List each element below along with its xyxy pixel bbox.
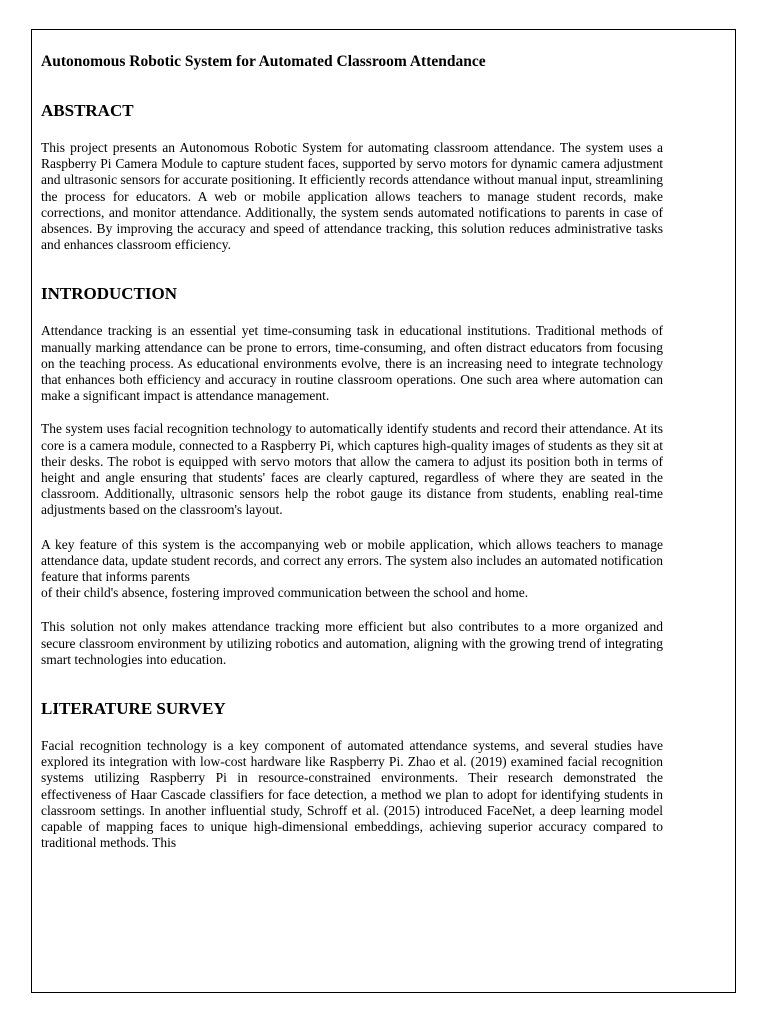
introduction-paragraph-3-continued: of their child's absence, fostering improved communication between the school and home. xyxy=(41,585,529,601)
abstract-paragraph: This project presents an Autonomous Robotic System for automating classroom attendance. The system uses a Raspberry Pi Camera Module to capture student faces, supported by servo motors for dynamic camera adjustment and ultrasonic sensors for accurate positioning. It efficiently records attendance without manual input, streamlining the process for educators. A web or mobile application allows teachers to manage student records, make corrections, and monitor attendance. Additionally, the system sends automated notifications to parents in case of absences. By improving the accuracy and speed of attendance tracking, this solution reduces administrative tasks and enhances classroom efficiency. xyxy=(41,140,663,253)
introduction-paragraph-2: The system uses facial recognition technology to automatically identify students and record their attendance. At its core is a camera module, connected to a Raspberry Pi, which captures high-quality images of students as they sit at their desks. The robot is equipped with servo motors that allow the camera to adjust its position both in terms of height and angle ensuring that students' faces are clearly captured, regardless of where they are seated in the classroom. Additionally, ultrasonic sensors help the robot gauge its distance from students, enabling real-time adjustments based on the classroom's layout. xyxy=(41,421,663,518)
introduction-paragraph-4: This solution not only makes attendance tracking more efficient but also contributes to a more organized and secure classroom environment by utilizing robotics and automation, aligning with the growing trend of integrating smart technologies into education. xyxy=(41,619,663,667)
literature-survey-paragraph-1: Facial recognition technology is a key component of automated attendance systems, and several studies have explored its integration with low-cost hardware like Raspberry Pi. Zhao et al. (2019) examined facial recognition systems utilizing Raspberry Pi in resource-constrained environments. Their research demonstrated the effectiveness of Haar Cascade classifiers for face detection, a method we plan to adopt for identifying students in classroom settings. In another influential study, Schroff et al. (2015) introduced FaceNet, a deep learning model capable of mapping faces to unique high-dimensional embeddings, achieving superior accuracy compared to traditional methods. This xyxy=(41,738,663,851)
introduction-paragraph-1: Attendance tracking is an essential yet time-consuming task in educational institutions. Traditional methods of manually marking attendance can be prone to errors, time-consuming, and often distract educators from focusing on the teaching process. As educational environments evolve, there is an increasing need to integrate technology that enhances both efficiency and accuracy in routine classroom operations. One such area where automation can make a significant impact is attendance management. xyxy=(41,323,663,404)
introduction-paragraph-3: A key feature of this system is the accompanying web or mobile application, which allows teachers to manage attendance data, update student records, and correct any errors. The system also includes an automated notification feature that informs parents xyxy=(41,536,663,585)
heading-introduction: INTRODUCTION xyxy=(41,284,178,304)
heading-abstract: ABSTRACT xyxy=(41,101,134,120)
paper-title: Autonomous Robotic System for Automated Classroom Attendance xyxy=(41,53,486,70)
heading-literature-survey: LITERATURE SURVEY xyxy=(41,699,226,719)
document-body xyxy=(41,52,663,852)
